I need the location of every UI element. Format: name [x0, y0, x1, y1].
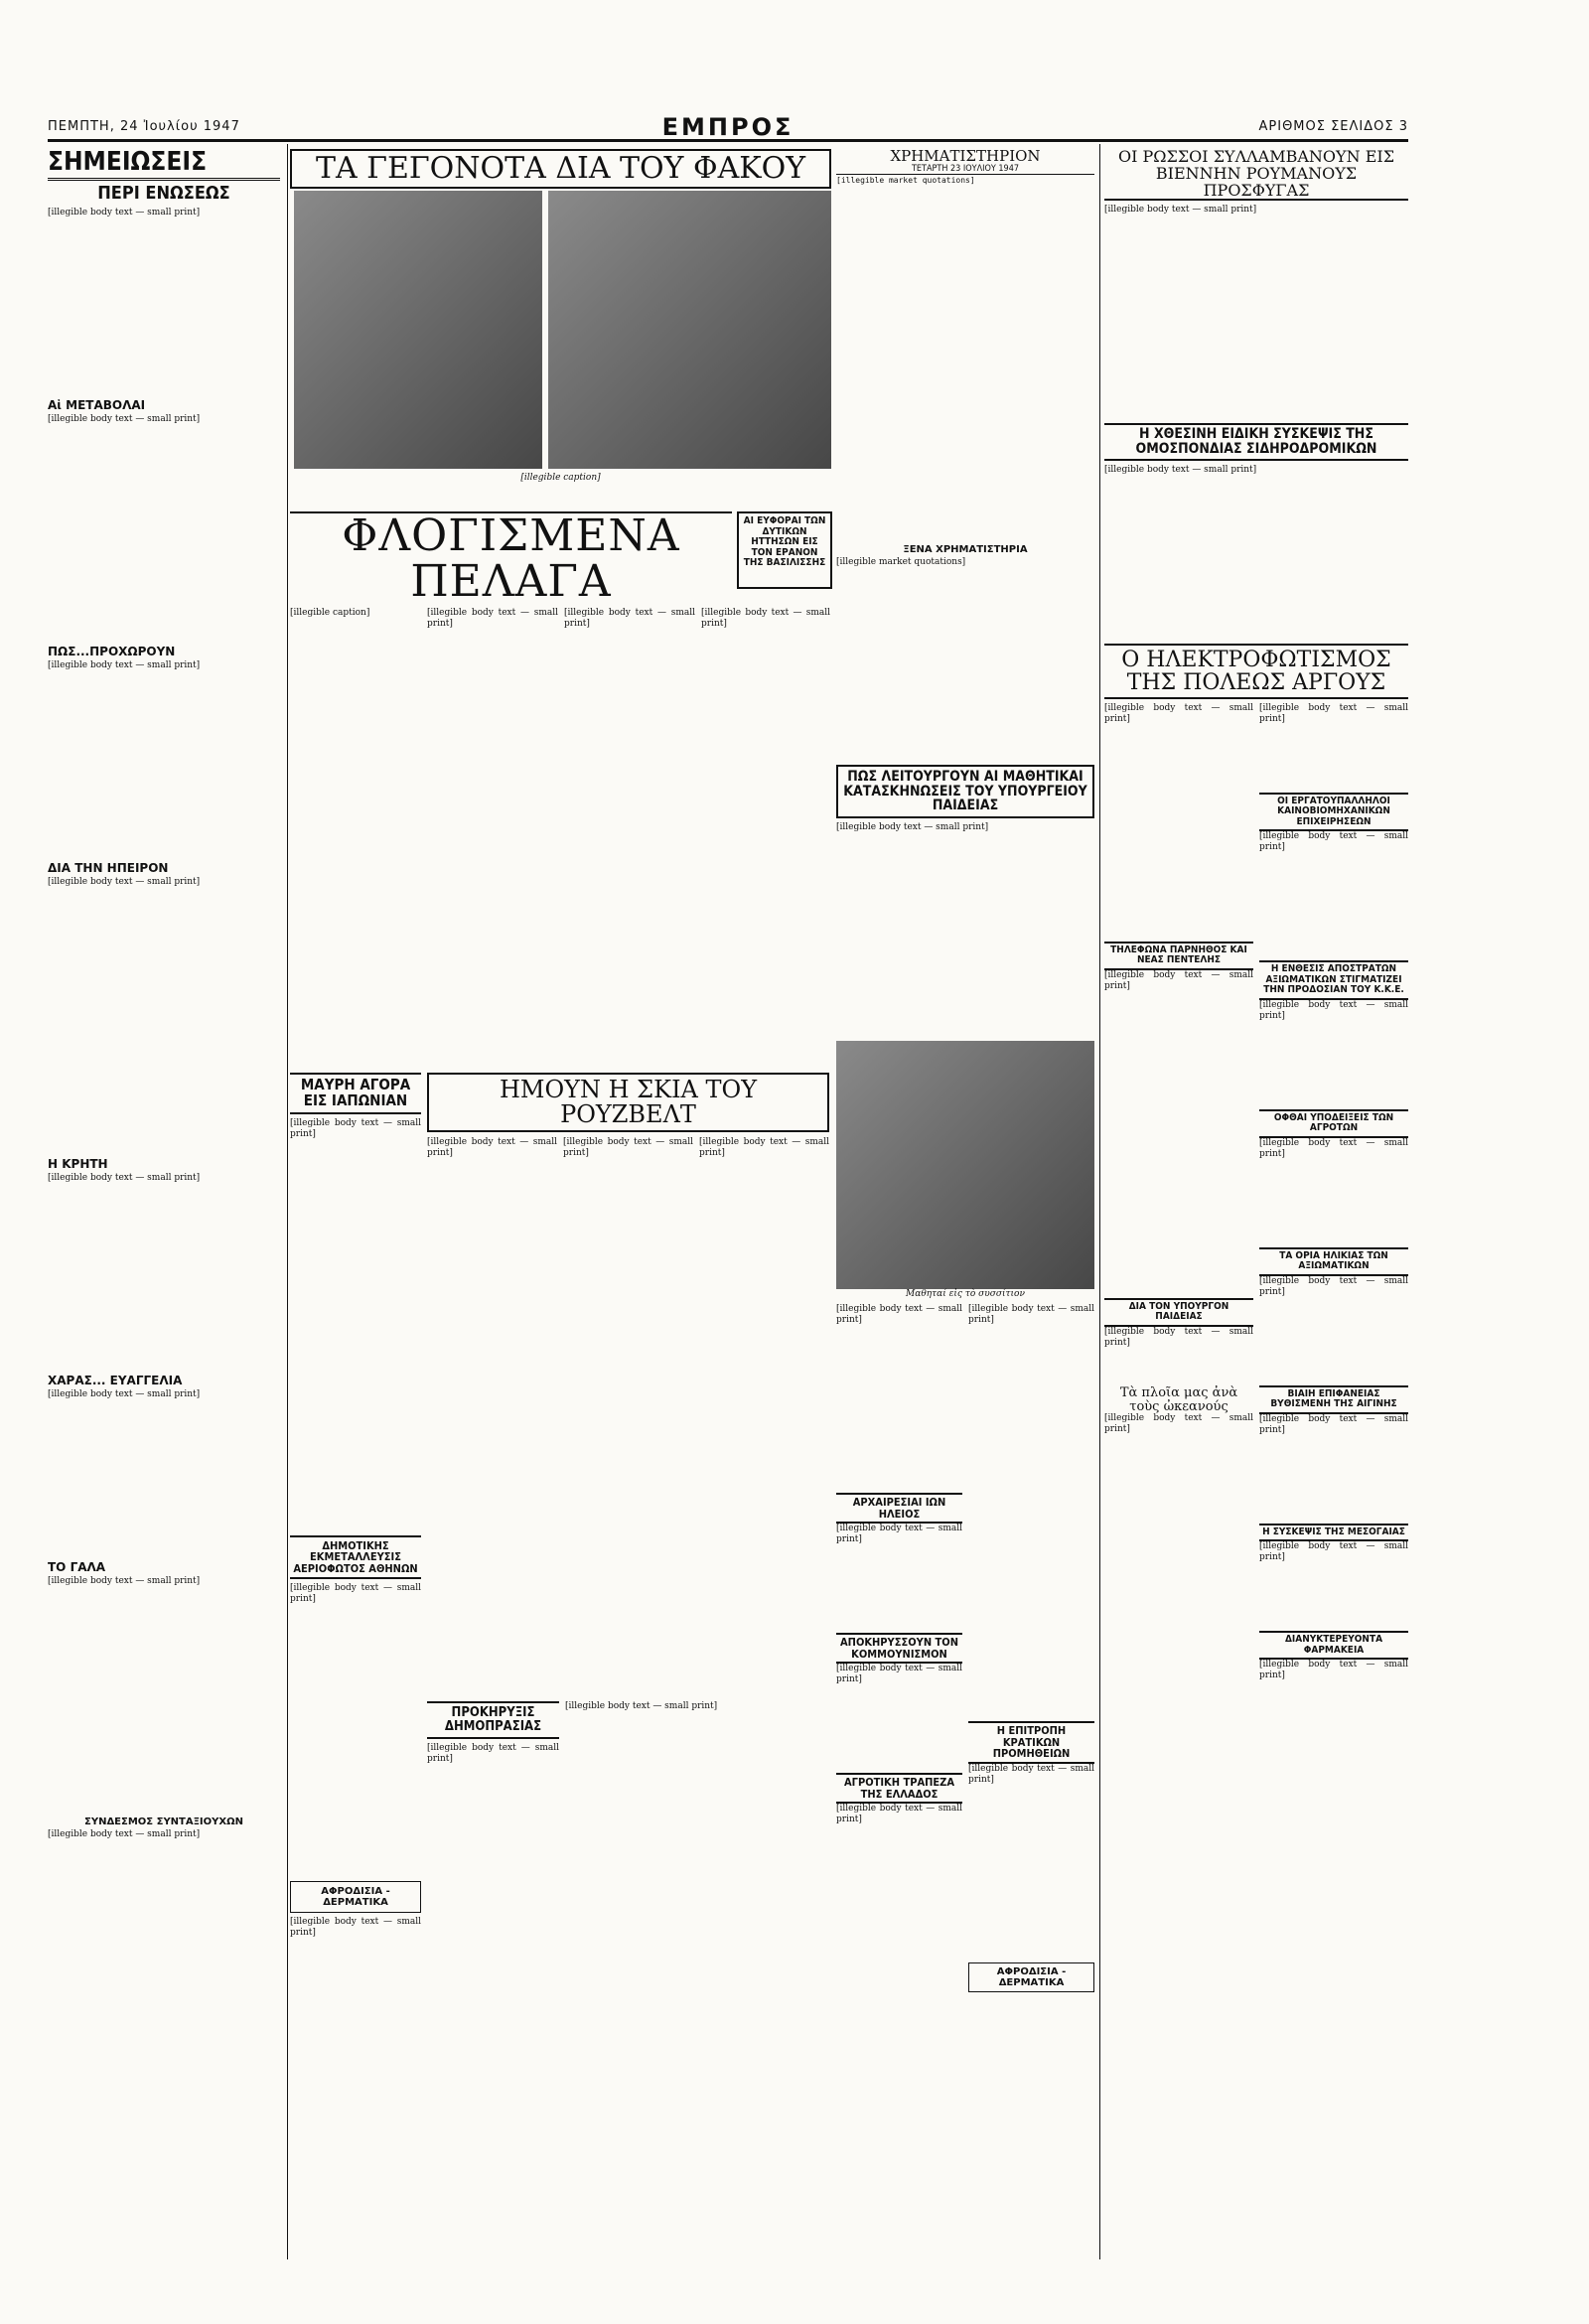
- main-headline-block: [290, 511, 732, 601]
- notice-head: ΣΥΝΔΕΣΜΟΣ ΣΥΝΤΑΞΙΟΥΧΩΝ: [84, 1816, 243, 1828]
- right-split: [1104, 703, 1408, 1750]
- article-body: [illegible body text — small print]: [1104, 464, 1257, 475]
- article-body: [illegible body text — small print]: [968, 1304, 1094, 1326]
- markets-subhead: ΞΕΝΑ ΧΡΗΜΑΤΙΣΤΗΡΙΑ: [903, 544, 1028, 556]
- news-photo-1: [294, 191, 542, 469]
- article-body: [illegible body text — small print]: [836, 1664, 962, 1685]
- article-body: [illegible body text — small print]: [48, 414, 201, 425]
- article-body: [illegible body text — small print]: [1259, 1137, 1408, 1159]
- article-headline: ΔΙΑΝΥΚΤΕΡΕΥΟΝΤΑ ΦΑΡΜΑΚΕΙΑ: [1259, 1631, 1408, 1660]
- news-photo-2: [548, 191, 831, 469]
- article-body: [illegible body text — small print]: [564, 608, 695, 629]
- article-body: [illegible body text — small print]: [1259, 1660, 1408, 1681]
- article-subhead: ΠΩΣ...ΠΡΟΧΩΡΟΥΝ: [48, 645, 176, 659]
- article-body: [illegible body text — small print]: [427, 608, 558, 629]
- markets-body: [illegible market quotations]: [836, 557, 966, 568]
- article-headline: ΠΕΡΙ ΕΝΩΣΕΩΣ: [97, 183, 230, 205]
- article-headline: ΔΙΑ ΤΟΝ ΥΠΟΥΡΓΟΝ ΠΑΙΔΕΙΑΣ: [1104, 1298, 1253, 1327]
- markets-date: ΤΕΤΑΡΤΗ 23 ΙΟΥΛΙΟΥ 1947: [836, 165, 1094, 175]
- article-body: [illegible body text — small print]: [836, 1804, 962, 1825]
- ad-box: [290, 1881, 421, 1913]
- ad-box: [968, 1962, 1094, 1992]
- article-headline: ΑΓΡΟΤΙΚΗ ΤΡΑΠΕΖΑ ΤΗΣ ΕΛΛΑΔΟΣ: [836, 1773, 962, 1804]
- article-body: [illegible body text — small print]: [1259, 1413, 1408, 1435]
- article-subhead: ΤΟ ΓΑΛΑ: [48, 1560, 106, 1575]
- ad-title: ΑΦΡΟΔΙΣΙΑ - ΔΕΡΜΑΤΙΚΑ: [996, 1965, 1067, 1988]
- side-headline-box: [737, 511, 832, 589]
- article-body: [illegible body text — small print]: [290, 1583, 421, 1605]
- article-body: [illegible body text — small print]: [1259, 831, 1408, 853]
- article-body: [illegible body text — small print]: [48, 1576, 201, 1587]
- article-headline: ΠΡΟΚΗΡΥΞΙΣ ΔΗΜΟΠΡΑΣΙΑΣ: [427, 1701, 559, 1738]
- article-body: [illegible body text — small print]: [290, 1117, 421, 1139]
- article-body: [illegible body text — small print]: [836, 1304, 962, 1326]
- rightmid-column: [836, 765, 1094, 2254]
- article-headline: ΟΙ ΡΩΣΣΟΙ ΣΥΛΛΑΜΒΑΝΟΥΝ ΕΙΣ ΒΙΕΝΝΗΝ ΡΟΥΜΑΝΟΥΣ ΠΡΟΣΦΥΓΑΣ: [1104, 149, 1408, 201]
- article-subhead: ΔΙΑ ΤΗΝ ΗΠΕΙΡΟΝ: [48, 861, 169, 876]
- article-headline: ΟΦΘΑΙ ΥΠΟΔΕΙΞΕΙΣ ΤΩΝ ΑΓΡΟΤΩΝ: [1259, 1109, 1408, 1138]
- article-headline: ΜΑΥΡΗ ΑΓΟΡΑ ΕΙΣ ΙΑΠΩΝΙΑΝ: [290, 1073, 421, 1114]
- article-body: [illegible body text — small print]: [48, 208, 201, 218]
- article-body: [illegible body text — small print]: [1104, 1326, 1253, 1348]
- section-title: ΣΗΜΕΙΩΣΕΙΣ: [48, 149, 280, 181]
- article-body: [illegible body text — small print]: [1259, 1541, 1408, 1563]
- article-body: [illegible body text — small print]: [48, 1389, 201, 1400]
- article-body: [illegible body text — small print]: [48, 1173, 201, 1184]
- photo-caption: [illegible caption]: [520, 473, 601, 483]
- article-body: [illegible body text — small print]: [968, 1763, 1094, 1785]
- article-body: [illegible body text — small print]: [1104, 702, 1253, 724]
- main-story-col: [427, 608, 558, 1065]
- notice-body: [illegible body text — small print]: [48, 1829, 201, 1840]
- article-body: [illegible body text — small print]: [563, 1137, 693, 1159]
- article-subhead: ΧΑΡΑΣ... ΕΥΑΓΓΕΛΙΑ: [48, 1374, 183, 1388]
- article-headline: Τὰ πλοῖα μας ἀνὰ τοὺς ὠκεανούς: [1119, 1384, 1238, 1414]
- article-headline: Η ΧΘΕΣΙΝΗ ΕΙΔΙΚΗ ΣΥΣΚΕΨΙΣ ΤΗΣ ΟΜΟΣΠΟΝΔΙΑΣ ΣΙΔΗΡΟΔΡΟΜΙΚΩΝ: [1104, 423, 1408, 460]
- article-headline: Η ΕΠΙΤΡΟΠΗ ΚΡΑΤΙΚΩΝ ΠΡΟΜΗΘΕΙΩΝ: [968, 1721, 1094, 1764]
- article-subhead: Η ΚΡΗΤΗ: [48, 1157, 108, 1172]
- rightmid-split: [836, 1304, 1094, 1992]
- article-headline: ΤΗΛΕΦΩΝΑ ΠΑΡΝΗΘΟΣ ΚΑΙ ΝΕΑΣ ΠΕΝΤΕΛΗΣ: [1104, 942, 1253, 970]
- photo-banner: ΤΑ ΓΕΓΟΝΟΤΑ ΔΙΑ ΤΟΥ ΦΑΚΟΥ: [290, 149, 831, 189]
- article-body: [illegible caption]: [290, 608, 370, 618]
- masthead-title: ΕΜΠΡΟΣ: [661, 113, 794, 141]
- article-headline: ΑΠΟΚΗΡΥΣΣΟΥΝ ΤΟΝ ΚΟΜΜΟΥΝΙΣΜΟΝ: [836, 1633, 962, 1664]
- lower-center-left: [427, 1701, 559, 2040]
- ad-title: ΑΦΡΟΔΙΣΙΑ - ΔΕΡΜΑΤΙΚΑ: [321, 1886, 390, 1909]
- article-headline: ΠΩΣ ΛΕΙΤΟΥΡΓΟΥΝ ΑΙ ΜΑΘΗΤΙΚΑΙ ΚΑΤΑΣΚΗΝΩΣΕΙΣ ΤΟΥ ΥΠΟΥΡΓΕΙΟΥ ΠΑΙΔΕΙΑΣ: [836, 765, 1094, 818]
- article-headline: ΔΗΜΟΤΙΚΗΣ ΕΚΜΕΤΑΛΛΕΥΣΙΣ ΑΕΡΙΟΦΩΤΟΣ ΑΘΗΝΩΝ: [290, 1535, 421, 1580]
- right-column: [1104, 149, 1408, 2254]
- rightmid-left: [836, 1304, 962, 1992]
- article-body: [illegible body text — small print]: [565, 1701, 718, 1712]
- article-body: [illegible body text — small print]: [1259, 1275, 1408, 1297]
- camp-photo: [836, 1041, 1094, 1289]
- story-columns: [427, 1137, 829, 1693]
- article-body: [illegible body text — small print]: [427, 1742, 559, 1764]
- masthead: [48, 113, 1408, 142]
- markets-title: ΧΡΗΜΑΤΙΣΤΗΡΙΟΝ: [890, 149, 1041, 165]
- midleft-column: [290, 1073, 421, 2254]
- article-body: [illegible body text — small print]: [1104, 1413, 1253, 1435]
- article-body: [illegible body text — small print]: [1259, 999, 1408, 1021]
- right-split-right: [1259, 703, 1408, 1750]
- article-body: [illegible body text — small print]: [836, 1524, 962, 1545]
- article-headline: Ο ΗΛΕΚΤΡΟΦΩΤΙΣΜΟΣ ΤΗΣ ΠΟΛΕΩΣ ΑΡΓΟΥΣ: [1104, 644, 1408, 699]
- article-body: [illegible body text — small print]: [1104, 969, 1253, 991]
- right-split-left: [1104, 703, 1253, 1750]
- article-body: [illegible body text — small print]: [836, 822, 989, 833]
- article-headline: Η ΕΝΘΕΣΙΣ ΑΠΟΣΤΡΑΤΩΝ ΑΞΙΩΜΑΤΙΚΩΝ ΣΤΙΓΜΑΤΙΖΕΙ ΤΗΝ ΠΡΟΔΟΣΙΑΝ ΤΟΥ Κ.Κ.Ε.: [1259, 960, 1408, 1000]
- lower-center-right: [565, 1701, 829, 2040]
- article-headline: ΗΜΟΥΝ Η ΣΚΙΑ ΤΟΥ ΡΟΥΖΒΕΛΤ: [427, 1073, 829, 1132]
- notes-column: [48, 149, 280, 2254]
- photo-block: [290, 149, 831, 502]
- article-body: [illegible body text — small print]: [427, 1137, 557, 1159]
- masthead-page-number: ΑΡΙΘΜΟΣ ΣΕΛΙΔΟΣ 3: [1258, 119, 1408, 134]
- article-body: [illegible body text — small print]: [701, 608, 830, 629]
- article-body: [illegible body text — small print]: [48, 877, 201, 888]
- markets-column: [836, 149, 1094, 760]
- article-body: [illegible body text — small print]: [48, 660, 201, 671]
- center-column: [427, 1073, 829, 2254]
- photo-caption: Μαθηταί εἰς τὸ συσσίτιον: [906, 1289, 1025, 1300]
- article-headline: ΑΡΧΑΙΡΕΣΙΑΙ ΙΩΝ ΗΛΕΙΟΣ: [836, 1493, 962, 1524]
- main-headline: ΦΛΟΓΙΣΜΕΝΑ ΠΕΛΑΓΑ: [290, 511, 732, 601]
- main-story-col: [701, 608, 830, 1065]
- article-subhead: Αἱ ΜΕΤΑΒΟΛΑΙ: [48, 398, 146, 413]
- side-headline: ΑΙ ΕΥΦΟΡΑΙ ΤΩΝ ΔΥΤΙΚΩΝ ΗΤΤΗΣΩΝ ΕΙΣ ΤΟΝ ΕΡΑΝΟΝ ΤΗΣ ΒΑΣΙΛΙΣΣΗΣ: [743, 515, 826, 568]
- masthead-date: ΠΕΜΠΤΗ, 24 Ἰουλίου 1947: [48, 119, 240, 134]
- article-body: [illegible body text — small print]: [1104, 205, 1257, 216]
- lower-center: [427, 1701, 829, 2040]
- main-story-col: [290, 608, 421, 1065]
- article-body: [illegible body text — small print]: [699, 1137, 829, 1159]
- article-body: [illegible body text — small print]: [1259, 702, 1408, 724]
- article-headline: ΤΑ ΟΡΙΑ ΗΛΙΚΙΑΣ ΤΩΝ ΑΞΙΩΜΑΤΙΚΩΝ: [1259, 1247, 1408, 1276]
- article-headline: ΒΙΑΙΗ ΕΠΙΦΑΝΕΙΑΣ ΒΥΘΙΣΜΕΝΗ ΤΗΣ ΑΙΓΙΝΗΣ: [1259, 1385, 1408, 1414]
- column-rule: [1099, 144, 1100, 2259]
- article-headline: Η ΣΥΣΚΕΨΙΣ ΤΗΣ ΜΕΣΟΓΑΙΑΣ: [1259, 1524, 1408, 1542]
- markets-table: [illegible market quotations]: [836, 176, 975, 186]
- rightmid-right: [968, 1304, 1094, 1992]
- article-headline: ΟΙ ΕΡΓΑΤΟΥΠΑΛΛΗΛΟΙ ΚΑΙΝΟΒΙΟΜΗΧΑΝΙΚΩΝ ΕΠΙΧΕΙΡΗΣΕΩΝ: [1259, 793, 1408, 832]
- main-story-col: [564, 608, 695, 1065]
- ad-body: [illegible body text — small print]: [290, 1917, 421, 1939]
- column-rule: [287, 144, 288, 2259]
